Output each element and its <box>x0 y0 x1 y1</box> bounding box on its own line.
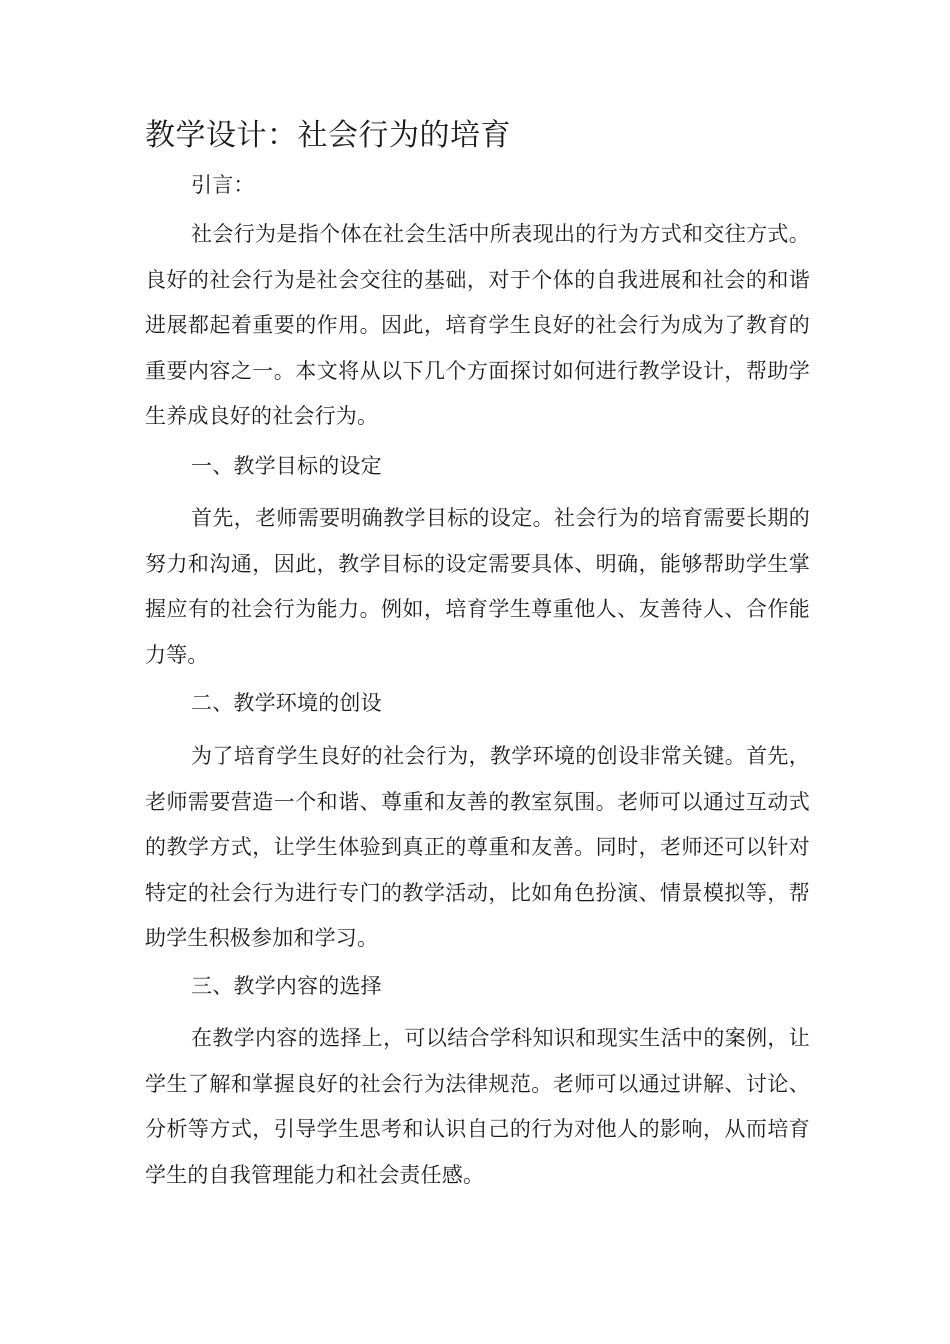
intro-label: 引言： <box>191 173 255 197</box>
section-paragraph-content: 在教学内容的选择上，可以结合学科知识和现实生活中的案例，让学生了解和掌握良好的社会行为法律规范。老师可以通过讲解、讨论、分析等方式，引导学生思考和认识自己的行为对他人的影响，从而培育学生的自我管理能力和社会责任感。 <box>145 1026 810 1187</box>
document-title: 教学设计：社会行为的培育 <box>145 118 511 153</box>
section-paragraph-goals: 首先，老师需要明确教学目标的设定。社会行为的培育需要长期的努力和沟通，因此，教学目标的设定需要具体、明确，能够帮助学生掌握应有的社会行为能力。例如，培育学生尊重他人、友善待人、合作能力等。 <box>145 506 810 667</box>
intro-paragraph: 社会行为是指个体在社会生活中所表现出的行为方式和交往方式。良好的社会行为是社会交往的基础，对于个体的自我进展和社会的和谐进展都起着重要的作用。因此，培育学生良好的社会行为成为了教育的重要内容之一。本文将从以下几个方面探讨如何进行教学设计，帮助学生养成良好的社会行为。 <box>145 222 810 428</box>
section-heading-goals: 一、教学目标的设定 <box>191 454 382 478</box>
section-heading-content: 三、教学内容的选择 <box>191 974 382 998</box>
section-paragraph-environment: 为了培育学生良好的社会行为，教学环境的创设非常关键。首先，老师需要营造一个和谐、尊重和友善的教室氛围。老师可以通过互动式的教学方式，让学生体验到真正的尊重和友善。同时，老师还可以针对特定的社会行为进行专门的教学活动，比如角色扮演、情景模拟等，帮助学生积极参加和学习。 <box>145 744 810 950</box>
section-heading-environment: 二、教学环境的创设 <box>191 691 382 715</box>
